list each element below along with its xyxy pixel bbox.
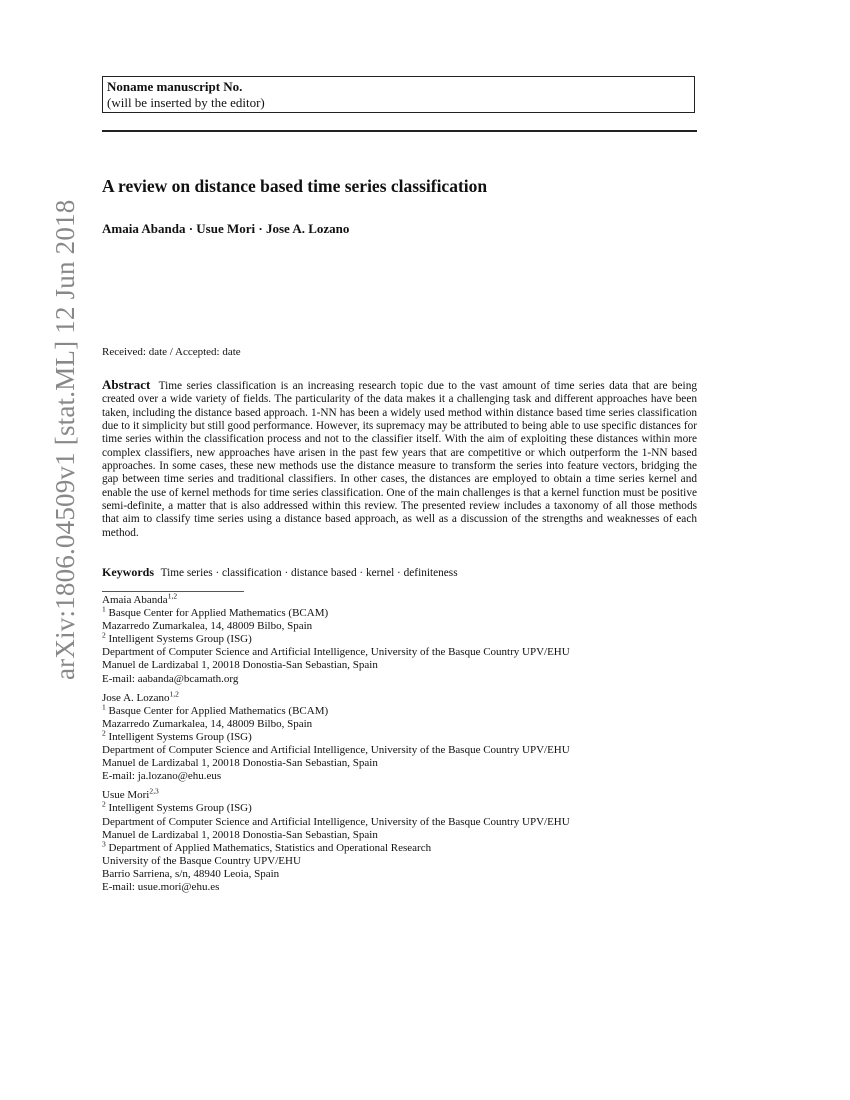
affiliation-line <box>102 868 570 881</box>
affiliation-line <box>102 646 570 659</box>
affiliation-line <box>102 630 570 646</box>
manuscript-number-text: Noname manuscript No. <box>107 79 243 94</box>
author-affiliation-marks: 2,3 <box>149 786 159 796</box>
affiliation-mark: 2 <box>102 728 106 738</box>
affiliation-text: Basque Center for Applied Mathematics (BCAM) <box>105 704 329 717</box>
affiliation-text: Mazarredo Zumarkalea, 14, 48009 Bilbo, Spain <box>102 620 313 633</box>
affiliation-line <box>102 757 570 770</box>
paper-title: A review on distance based time series classification <box>102 176 488 196</box>
affiliation-author-name <box>102 689 570 705</box>
manuscript-header-box <box>102 76 695 113</box>
affiliation-text: Barrio Sarriena, s/n, 48940 Leoia, Spain <box>102 867 280 880</box>
affiliation-line <box>102 702 570 718</box>
affiliation-line <box>102 620 570 633</box>
affiliation-mark: 3 <box>102 839 106 849</box>
affiliation-mark: 1 <box>102 604 106 614</box>
author-list: Amaia Abanda · Usue Mori · Jose A. Lozano <box>102 221 350 236</box>
received-date: Received: date / Accepted: date <box>102 346 241 358</box>
affiliation-line <box>102 799 570 815</box>
affiliation-text: Manuel de Lardizabal 1, 20018 Donostia-San Sebastian, Spain <box>102 757 378 770</box>
affiliation-line <box>102 839 570 855</box>
affiliation-line <box>102 816 570 829</box>
affiliation-line <box>102 728 570 744</box>
abstract <box>102 378 697 540</box>
affiliation-text: Manuel de Lardizabal 1, 20018 Donostia-San Sebastian, Spain <box>102 659 378 672</box>
author-affiliations <box>102 591 570 900</box>
affiliation-line <box>102 718 570 731</box>
affiliation-line <box>102 881 570 894</box>
header-rule <box>102 130 697 132</box>
affiliation-mark: 2 <box>102 630 106 640</box>
abstract-text: Time series classification is an increasing research topic due to the vast amount of time series data that are being created over a wide variety of fields. The particularity of the data makes it a challenging task and different approaches have been taken, including the distance based approach. 1-NN has been a widely used method within distance based time series classification due to it simplicity but still good performance. However, its supremacy may be attributed to being able to use specific distances for time series within the classification process and not to the classifier itself. With the aim of exploiting these distances within more complex classifiers, new approaches have arisen in the past few years that are competitive or which outperform the 1-NN based approaches. In some cases, these new methods use the distance measure to transform the series into feature vectors, bridging the gap between time series and traditional classifiers. In other cases, the distances are employed to obtain a time series kernel and enable the use of kernel methods for time series classification. One of the main challenges is that a kernel function must be positive semi-definite, a matter that is also addressed within this review. The presented review includes a taxonomy of all those methods that aim to classify time series using a distance based approach, as well as a discussion of the strengths and weaknesses of each method. <box>102 380 697 539</box>
arxiv-stamp: arXiv:1806.04509v1 [stat.ML] 12 Jun 2018 <box>50 199 80 680</box>
manuscript-number <box>107 79 690 95</box>
affiliation-text: Intelligent Systems Group (ISG) <box>105 633 252 646</box>
abstract-heading: Abstract <box>102 377 151 392</box>
affiliation-block <box>102 786 570 894</box>
affiliation-text: Department of Applied Mathematics, Statistics and Operational Research <box>105 841 432 854</box>
affiliation-text: Mazarredo Zumarkalea, 14, 48009 Bilbo, Spain <box>102 717 313 730</box>
affiliation-text: Department of Computer Science and Artificial Intelligence, University of the Basque Country UPV/EHU <box>102 646 570 659</box>
affiliation-block <box>102 591 570 686</box>
affiliation-text: Department of Computer Science and Artificial Intelligence, University of the Basque Country UPV/EHU <box>102 744 570 757</box>
affiliation-line <box>102 829 570 842</box>
affiliation-text: E-mail: ja.lozano@ehu.eus <box>102 770 222 783</box>
keywords <box>102 565 458 580</box>
affiliation-text: Department of Computer Science and Artificial Intelligence, University of the Basque Country UPV/EHU <box>102 815 570 828</box>
affiliation-text: E-mail: usue.mori@ehu.es <box>102 880 220 893</box>
affiliation-line <box>102 659 570 672</box>
affiliation-text: Intelligent Systems Group (ISG) <box>105 730 252 743</box>
author-name-text: Usue Mori <box>102 789 150 802</box>
affiliation-mark: 2 <box>102 799 106 809</box>
keywords-heading: Keywords <box>102 565 154 579</box>
keywords-text: Time series · classification · distance based · kernel · definiteness <box>160 567 458 579</box>
author-affiliation-marks: 1,2 <box>167 591 178 601</box>
author-name-text: Amaia Abanda <box>102 594 168 606</box>
affiliation-line <box>102 855 570 868</box>
affiliation-line <box>102 673 570 686</box>
affiliation-text: Intelligent Systems Group (ISG) <box>105 802 252 815</box>
author-name-text: Jose A. Lozano <box>102 691 170 704</box>
affiliation-line <box>102 770 570 783</box>
affiliation-text: Manuel de Lardizabal 1, 20018 Donostia-San Sebastian, Spain <box>102 828 378 841</box>
affiliation-text: Basque Center for Applied Mathematics (BCAM) <box>105 607 329 620</box>
affiliation-block <box>102 689 570 784</box>
affiliation-text: E-mail: aabanda@bcamath.org <box>102 672 239 685</box>
affiliation-line <box>102 744 570 757</box>
author-affiliation-marks: 1,2 <box>169 689 179 698</box>
affiliation-text: University of the Basque Country UPV/EHU <box>102 854 301 867</box>
affiliation-author-name <box>102 786 570 802</box>
editor-note: (will be inserted by the editor) <box>107 95 265 110</box>
affiliation-mark: 1 <box>102 702 106 712</box>
affiliation-author-name <box>102 591 570 607</box>
affiliation-line <box>102 604 570 620</box>
